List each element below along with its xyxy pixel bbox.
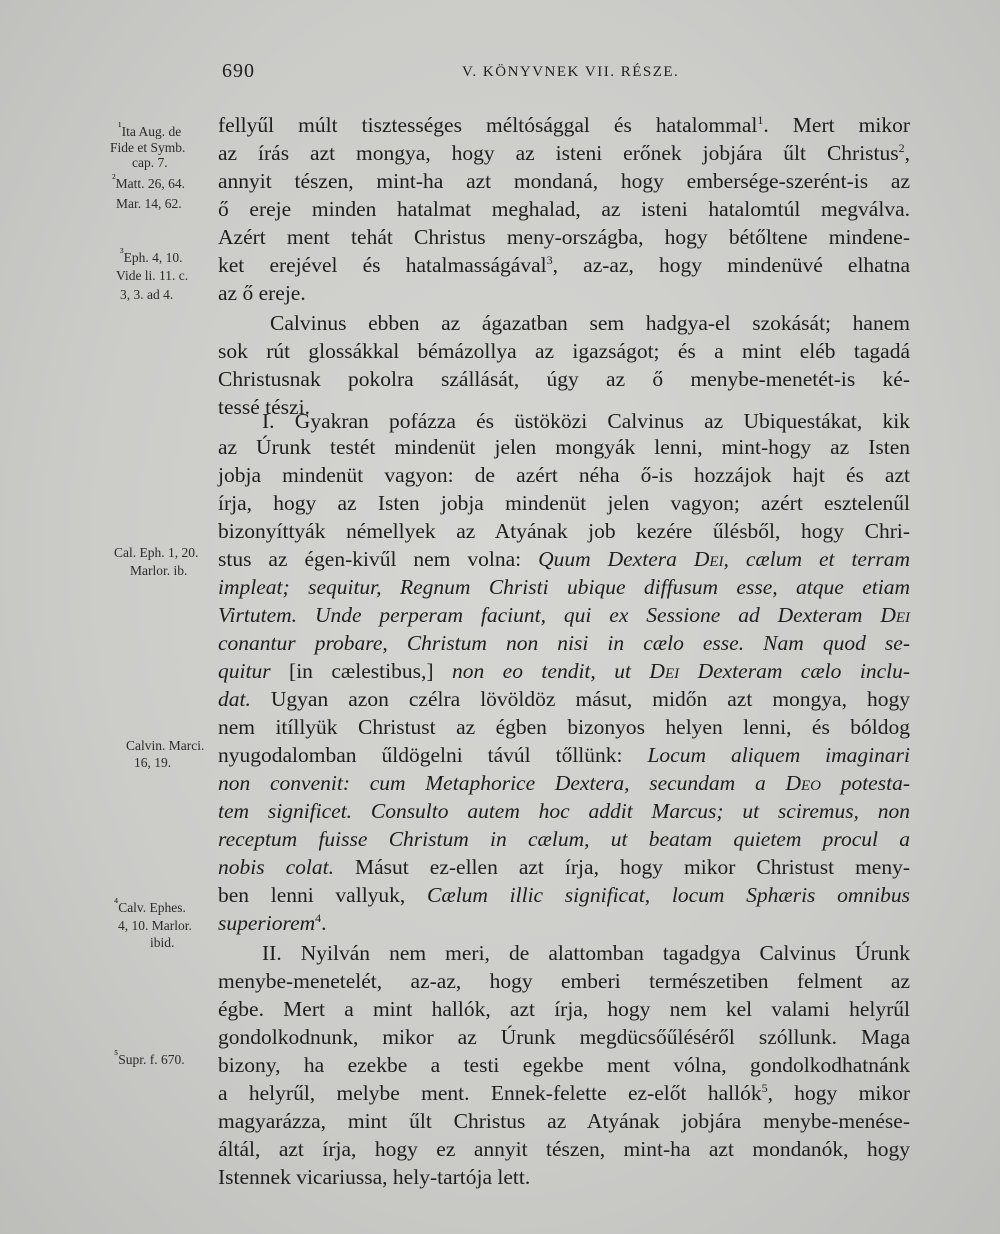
text-line: tem significet. Consulto autem hoc addit Marcus; ut sciremus, non: [218, 799, 910, 823]
text-line: Calvinus ebben az ágazatban sem hadgya-el szokását; hanem: [270, 311, 910, 335]
text-line: bizonyíttyák némellyek az Atyának job kezére űlésből, hogy Chri-: [218, 519, 910, 543]
text-line: impleat; sequitur, Regnum Christi ubique diffusum esse, atque etiam: [218, 575, 910, 599]
margin-note: $^{^3}$Eph. 4, 10.: [120, 245, 183, 265]
text-line: sok rút glossákkal bémázollya az igazságot; és a mint eléb tagadá: [218, 339, 910, 363]
margin-note: Mar. 14, 62.: [116, 196, 182, 211]
text-line: II. Nyilván nem meri, de alattomban tagadgya Calvinus Úrunk: [262, 941, 910, 965]
margin-note: $^{^2}$Matt. 26, 64.: [112, 171, 185, 191]
margin-note: 3, 3. ad 4.: [120, 287, 174, 302]
margin-note: $^{^4}$Calv. Ephes.: [114, 895, 186, 915]
margin-note: 4, 10. Marlor.: [118, 918, 192, 933]
page-header: [0, 60, 1000, 90]
text-line: fellyűl múlt tisztességes méltósággal és hatalommal$^1$. Mert mikor: [218, 112, 910, 137]
text-line: Virtutem. Unde perperam faciunt, qui ex Sessione ad Dexteram Dei: [218, 603, 910, 627]
text-line: menybe-menetelét, az-az, hogy emberi természetiben felment az: [218, 969, 910, 993]
margin-note: $^{^5}$Supr. f. 670.: [114, 1047, 185, 1067]
margin-note: Fide et Symb.: [110, 140, 186, 155]
page-number: 690: [222, 60, 255, 82]
running-head: V. KÖNYVNEK VII. RÉSZE.: [462, 64, 680, 80]
margin-note: Marlor. ib.: [130, 563, 188, 578]
text-line: Azért ment tehát Christus meny-országba, hogy bétőltene mindene-: [218, 225, 910, 249]
text-line: stus az égen-kivűl nem volna: Quum Dextera Dei, cælum et terram: [218, 547, 910, 571]
text-line: ő ereje minden hatalmat meghalad, az isteni hatalomtúl megválva.: [218, 197, 910, 221]
text-line: az írás azt mongya, hogy az isteni erőnek jobjára űlt Christus$^2$,: [218, 140, 910, 165]
text-line: annyit tészen, mint-ha azt mondaná, hogy embersége-szerént-is az: [218, 169, 910, 193]
text-line: ben lenni vallyuk, Cælum illic significat, locum Sphæris omnibus: [218, 883, 910, 907]
text-line: égbe. Mert a mint hallók, azt írja, hogy nem kel valami helyrűl: [218, 997, 910, 1021]
text-line: az Úrunk testét mindenüt jelen mongyák lenni, mint-hogy az Isten: [218, 435, 910, 459]
text-line: gondolkodnunk, mikor az Úrunk megdücsőűléséről szóllunk. Maga: [218, 1025, 910, 1049]
text-line: Christusnak pokolra szállását, úgy az ő menybe-menetét-is ké-: [218, 367, 910, 391]
text-line: I. Gyakran pofázza és üstöközi Calvinus az Ubiquestákat, kik: [262, 409, 910, 433]
text-line: non convenit: cum Metaphorice Dextera, secundam a Deo potesta-: [218, 771, 910, 795]
margin-note: ibid.: [150, 935, 175, 950]
text-line: a helyrűl, melybe ment. Ennek-felette ez-előt hallók$^5$, hogy mikor: [218, 1080, 911, 1105]
text-line: receptum fuisse Christum in cælum, ut beatam quietem procul a: [218, 827, 910, 851]
text-line: nem itíllyük Christust az égben bizonyos helyen lenni, és bóldog: [218, 715, 910, 739]
margin-note: Vide li. 11. c.: [116, 268, 189, 283]
margin-note: Cal. Eph. 1, 20.: [114, 545, 199, 560]
text-line: az ő ereje.: [218, 281, 306, 305]
text-line: dat. Ugyan azon czélra lövöldöz másut, midőn azt mongya, hogy: [218, 687, 910, 711]
text-line: superiorem$^4$.: [218, 910, 327, 935]
text-line: Istennek vicariussa, hely-tartója lett.: [218, 1165, 531, 1189]
text-line: írja, hogy az Isten jobja mindenüt jelen vagyon; azért esztelenűl: [218, 491, 910, 515]
text-line: áltál, azt írja, hogy ez annyit tészen, mint-ha azt mondanók, hogy: [218, 1137, 910, 1161]
text-line: magyarázza, mint űlt Christus az Atyának jobjára menybe-menése-: [218, 1109, 910, 1133]
text-line: tessé tészi.: [218, 395, 310, 419]
text-line: bizony, ha ezekbe a testi egekbe ment vólna, gondolkodhatnánk: [218, 1053, 910, 1077]
margin-note: cap. 7.: [132, 155, 168, 170]
margin-note: Calvin. Marci.: [126, 738, 205, 753]
text-line: ket erejével és hatalmasságával$^3$, az-az, hogy mindenüvé elhatna: [218, 252, 910, 277]
text-line: nobis colat. Másut ez-ellen azt írja, hogy mikor Christust meny-: [218, 855, 910, 879]
margin-note: $^{^1}$Ita Aug. de: [118, 119, 182, 139]
text-line: quitur [in cælestibus,] non eo tendit, ut Dei Dexteram cælo inclu-: [218, 659, 911, 683]
text-line: nyugodalomban űldögelni távúl tőllünk: Locum aliquem imaginari: [218, 743, 910, 767]
text-line: jobja mindenüt vagyon: de azért néha ő-is hozzájok hajt és azt: [218, 463, 910, 487]
margin-note: 16, 19.: [134, 755, 172, 770]
text-line: conantur probare, Christum non nisi in cælo esse. Nam quod se-: [218, 631, 910, 655]
